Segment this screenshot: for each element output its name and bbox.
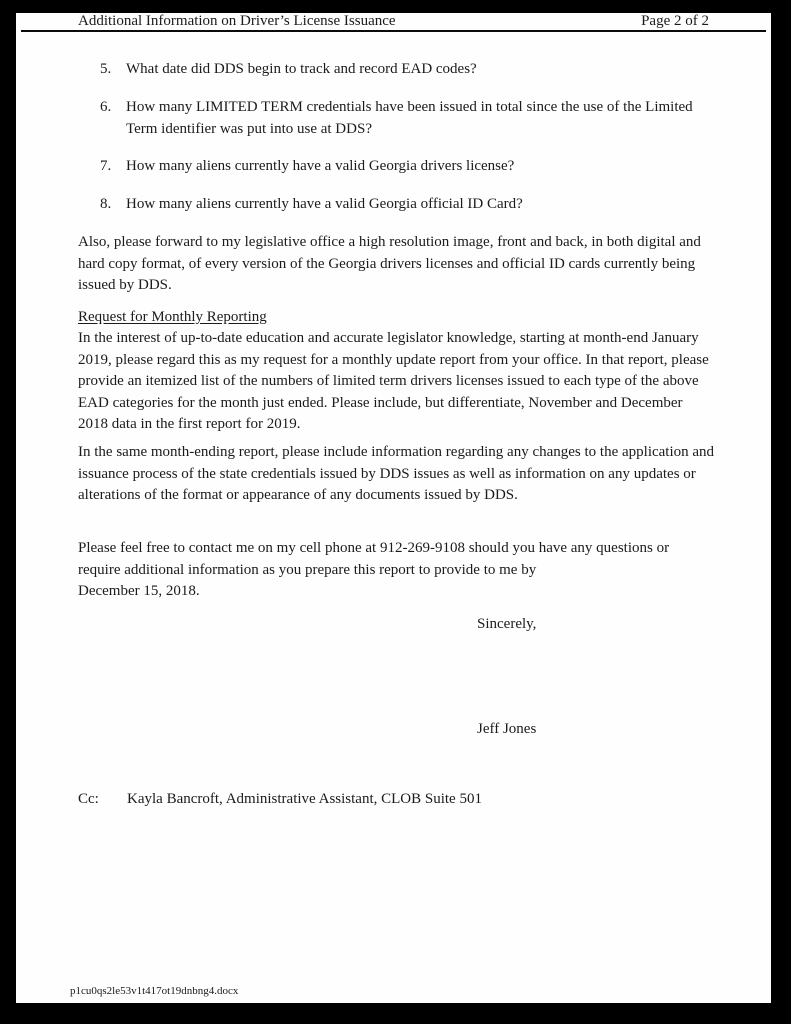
question-number: 6. <box>100 99 112 115</box>
paragraph-monthly-reporting: In the interest of up-to-date education and accurate legislator knowledge, starting at month-end January 2019, please regard this as my request for a monthly update report from your office. In that report, please provide an itemized list of the numbers of limited term drivers licenses issued to each type of the above EAD categories for the month just ended. Please include, but differentiate, November and December 2018 data in the first report for 2019. <box>78 330 709 432</box>
paragraph-forward-request: Also, please forward to my legislative office a high resolution image, front and back, in both digital and hard copy format, of every version of the Georgia drivers licenses and official ID cards currently being issued by DDS. <box>78 234 701 293</box>
header-page-number: Page 2 of 2 <box>641 13 709 29</box>
signer-name: Jeff Jones <box>477 721 537 737</box>
question-item-7 <box>100 156 716 178</box>
page-header <box>21 13 766 32</box>
contact-deadline-date: December 15, 2018. <box>78 583 200 599</box>
cc-recipient: Kayla Bancroft, Administrative Assistant, CLOB Suite 501 <box>127 791 482 807</box>
question-text: How many aliens currently have a valid Georgia official ID Card? <box>126 196 523 212</box>
paragraph-month-ending-report: In the same month-ending report, please include information regarding any changes to the application and issuance process of the state credentials issued by DDS issues as well as information on any updates or alterations of the format or appearance of any documents issued by DDS. <box>78 444 715 503</box>
paragraph-contact-info <box>78 538 715 603</box>
question-item-6 <box>100 97 716 140</box>
question-item-8 <box>100 194 716 216</box>
letter-page <box>16 13 771 1003</box>
question-text: How many LIMITED TERM credentials have been issued in total since the use of the Limited Term identifier was put into use at DDS? <box>126 99 693 137</box>
question-text: What date did DDS begin to track and record EAD codes? <box>126 61 477 77</box>
question-text: How many aliens currently have a valid Georgia drivers license? <box>126 158 515 174</box>
valediction: Sincerely, <box>477 616 537 632</box>
contact-text: Please feel free to contact me on my cell phone at 912-269-9108 should you have any questions or require additional information as you prepare this report to provide to me by <box>78 540 670 578</box>
monthly-reporting-heading: Request for Monthly Reporting <box>78 309 267 325</box>
question-item-5 <box>100 59 716 81</box>
question-number: 7. <box>100 158 112 174</box>
header-title: Additional Information on Driver’s License Issuance <box>78 13 396 29</box>
question-number: 8. <box>100 196 112 212</box>
footer-filename: p1cu0qs2le53v1t417ot19dnbng4.docx <box>70 985 239 997</box>
cc-label: Cc: <box>78 791 99 807</box>
question-number: 5. <box>100 61 112 77</box>
